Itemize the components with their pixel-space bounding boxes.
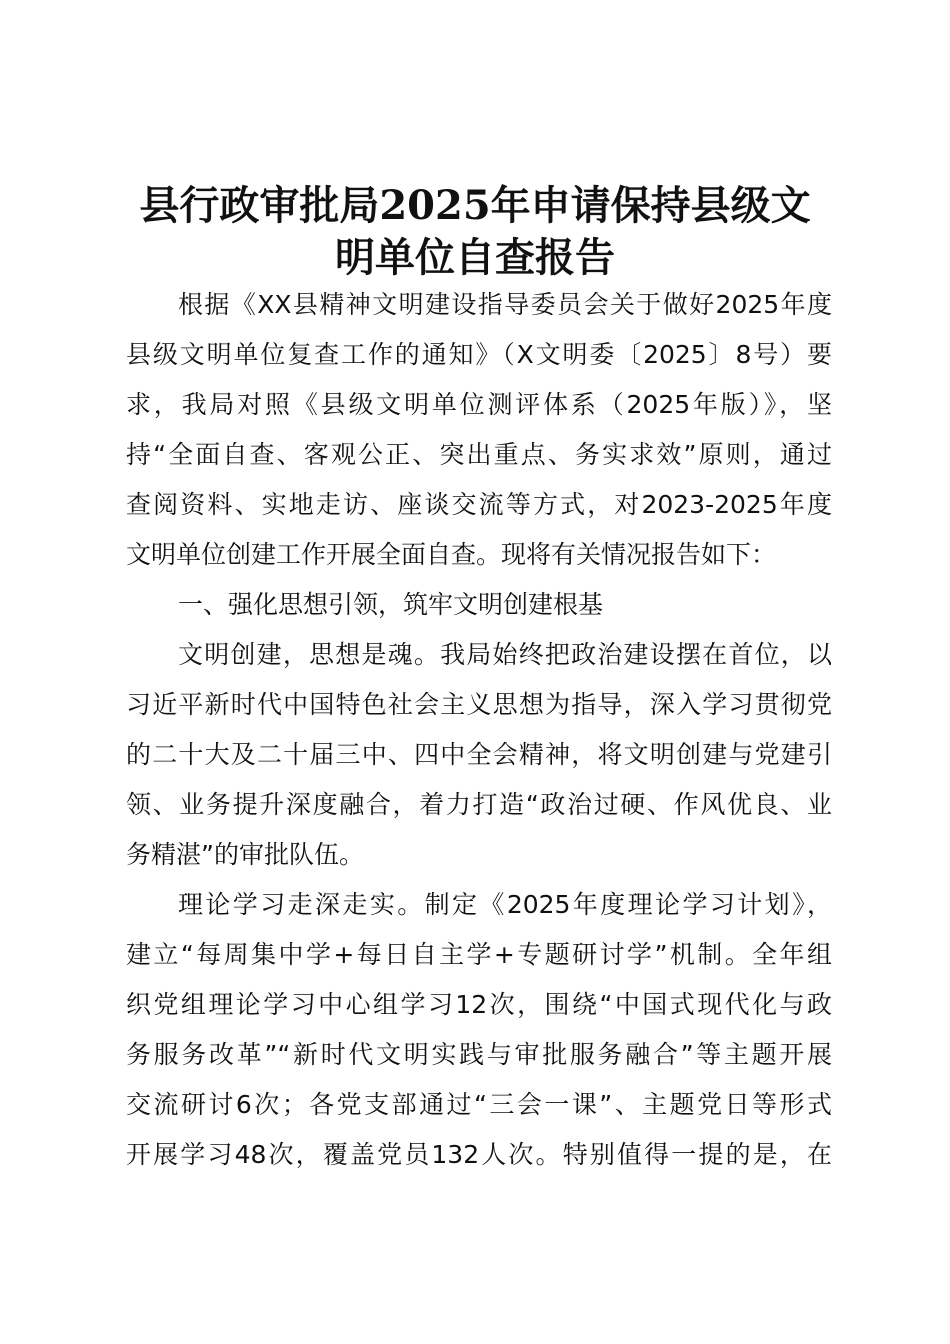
text-line: 务服务改革”“新时代文明实践与审批服务融合”等主题开展	[126, 1040, 832, 1069]
document-title-line-2: 明单位自查报告	[335, 234, 615, 281]
text-line: 文明单位创建工作开展全面自查。现将有关情况报告如下：	[126, 540, 777, 569]
text-line: 开展学习48次，覆盖党员132人次。特别值得一提的是，在	[126, 1140, 832, 1169]
text-line: 根据《XX县精神文明建设指导委员会关于做好2025年度	[178, 290, 832, 319]
document-body	[126, 280, 832, 1180]
text-line: 求，我局对照《县级文明单位测评体系（2025年版）》，坚	[126, 390, 832, 419]
document-title-line-1: 县行政审批局2025年申请保持县级文	[139, 182, 811, 229]
text-line: 理论学习走深走实。制定《2025年度理论学习计划》，	[178, 890, 832, 919]
paragraph-theory-study	[126, 880, 832, 1180]
text-line: 持“全面自查、客观公正、突出重点、务实求效”原则，通过	[126, 440, 832, 469]
section-heading-text: 一、强化思想引领，筑牢文明创建根基	[178, 590, 604, 619]
text-line: 织党组理论学习中心组学习12次，围绕“中国式现代化与政	[126, 990, 832, 1019]
text-line: 交流研讨6次；各党支部通过“三会一课”、主题党日等形式	[126, 1090, 832, 1119]
text-line: 习近平新时代中国特色社会主义思想为指导，深入学习贯彻党	[126, 690, 832, 719]
section-heading-1	[126, 580, 832, 630]
text-line: 文明创建，思想是魂。我局始终把政治建设摆在首位，以	[178, 640, 832, 669]
paragraph-civilization-creation	[126, 630, 832, 880]
paragraph-intro	[126, 280, 832, 580]
text-line: 县级文明单位复查工作的通知》（X文明委〔2025〕8号）要	[126, 340, 832, 369]
text-line: 查阅资料、实地走访、座谈交流等方式，对2023-2025年度	[126, 490, 832, 519]
text-line: 领、业务提升深度融合，着力打造“政治过硬、作风优良、业	[126, 790, 832, 819]
text-line: 建立“每周集中学+每日自主学+专题研讨学”机制。全年组	[126, 940, 832, 969]
text-line: 的二十大及二十届三中、四中全会精神，将文明创建与党建引	[126, 740, 832, 769]
text-line: 务精湛”的审批队伍。	[126, 840, 364, 869]
